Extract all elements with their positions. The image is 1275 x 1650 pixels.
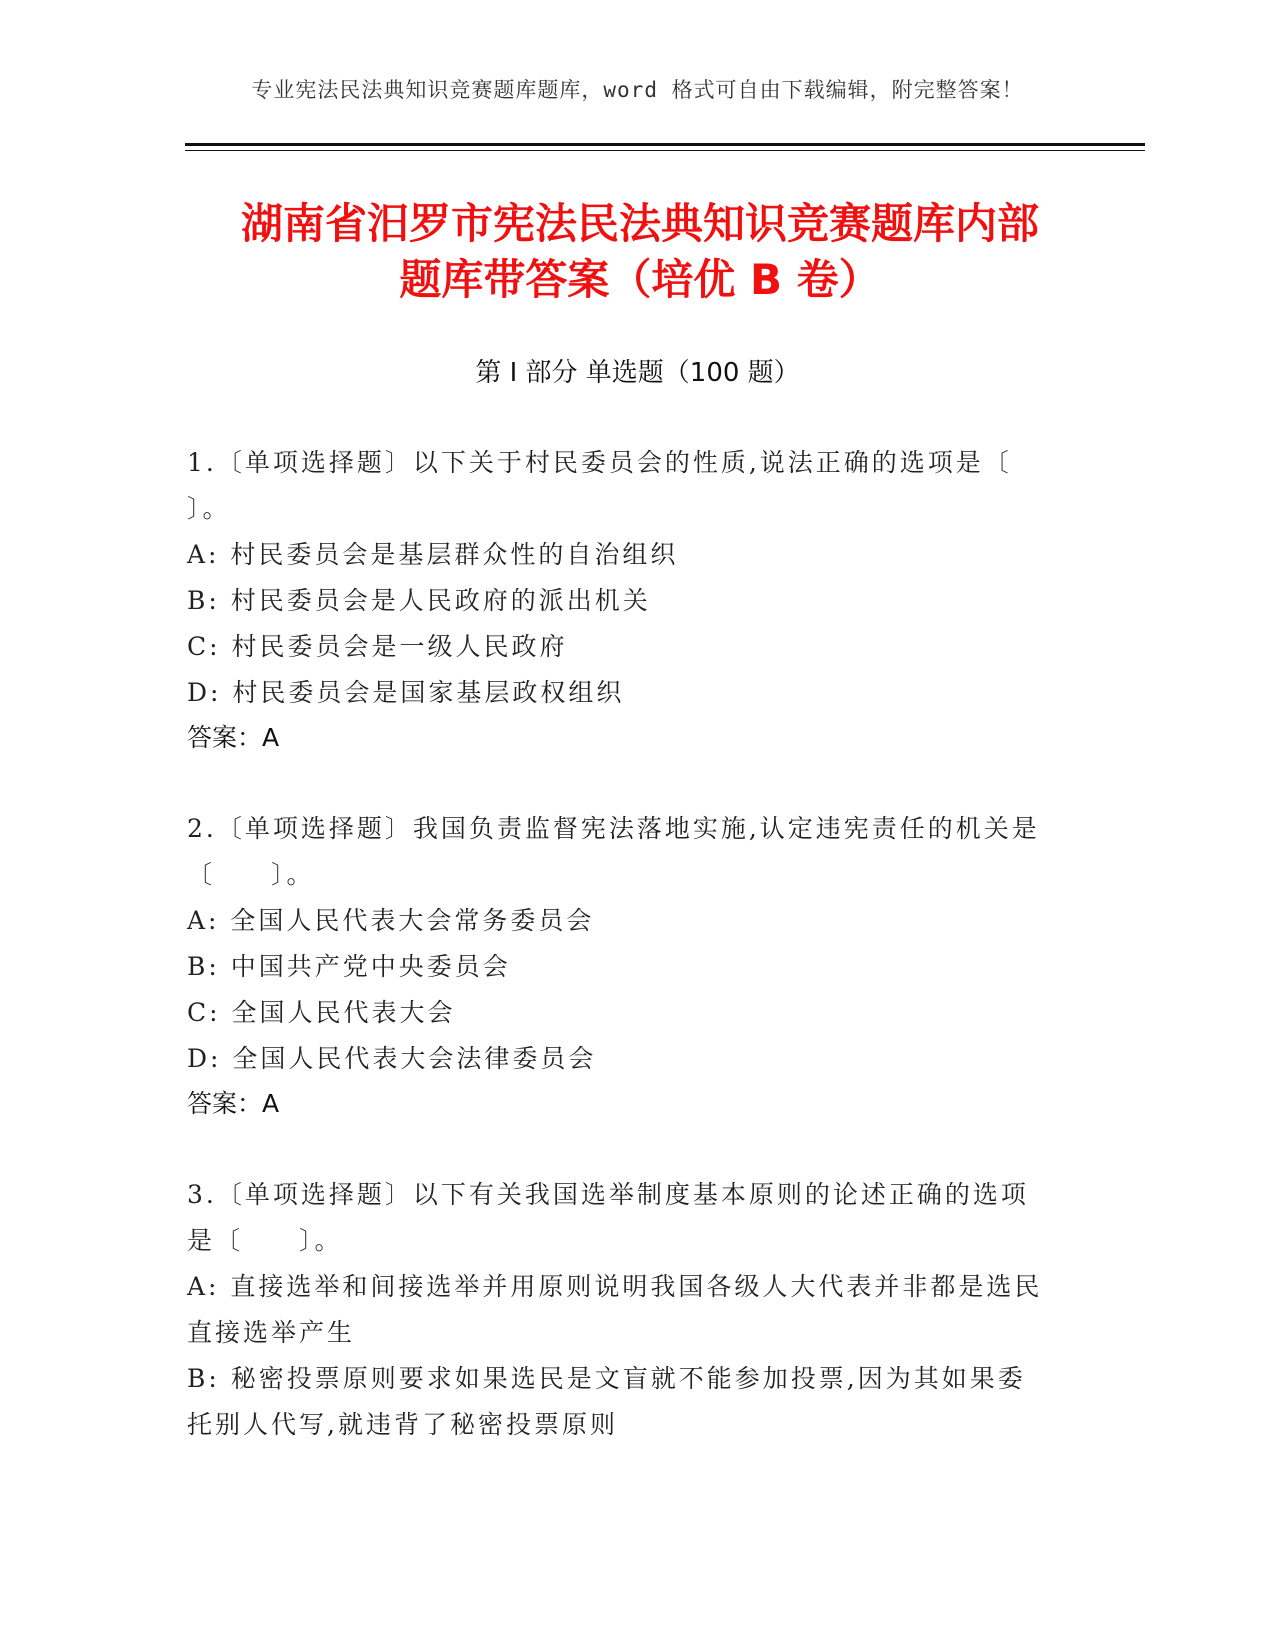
option-d: D: 全国人民代表大会法律委员会 [187, 1044, 597, 1073]
header-rule-thin [185, 150, 1145, 151]
option-c: C: 全国人民代表大会 [187, 998, 456, 1027]
header-note: 专业宪法民法典知识竞赛题库题库，word 格式可自由下载编辑，附完整答案！ [251, 78, 1024, 102]
option-b-continuation: 托别人代写,就违背了秘密投票原则 [187, 1410, 618, 1439]
answer: 答案：A [187, 1089, 280, 1118]
document-title-line1: 湖南省汨罗市宪法民法典知识竞赛题库内部 [240, 199, 1039, 248]
option-b: B: 村民委员会是人民政府的派出机关 [187, 586, 651, 615]
question-stem-line: 是〔 〕。 [187, 1226, 343, 1255]
question-2 [187, 806, 1077, 1126]
option-b: B: 秘密投票原则要求如果选民是文盲就不能参加投票,因为其如果委 [187, 1364, 1026, 1393]
option-a-continuation: 直接选举产生 [187, 1318, 356, 1347]
option-d: D: 村民委员会是国家基层政权组织 [187, 678, 625, 707]
question-stem-line: 〔 〕。 [187, 860, 315, 889]
question-stem-line: 2.〔单项选择题〕我国负责监督宪法落地实施,认定违宪责任的机关是 [187, 814, 1040, 843]
option-b: B: 中国共产党中央委员会 [187, 952, 511, 981]
document-title-line2: 题库带答案（培优 B 卷） [399, 255, 881, 304]
question-stem-line: 3.〔单项选择题〕以下有关我国选举制度基本原则的论述正确的选项 [187, 1180, 1029, 1209]
option-a: A: 直接选举和间接选举并用原则说明我国各级人大代表并非都是选民 [187, 1272, 1043, 1301]
option-a: A: 村民委员会是基层群众性的自治组织 [187, 540, 679, 569]
option-a: A: 全国人民代表大会常务委员会 [187, 906, 595, 935]
question-1 [187, 440, 1077, 760]
document-title [180, 196, 1100, 308]
question-stem-line: 1.〔单项选择题〕以下关于村民委员会的性质,说法正确的选项是〔 [187, 448, 1012, 477]
question-stem-line: 〕。 [187, 494, 231, 523]
question-list [187, 440, 1077, 1494]
section-title: 第 I 部分 单选题（100 题） [475, 358, 800, 388]
question-3 [187, 1172, 1077, 1448]
answer: 答案：A [187, 723, 280, 752]
option-c: C: 村民委员会是一级人民政府 [187, 632, 568, 661]
header-rule-thick [185, 143, 1145, 146]
